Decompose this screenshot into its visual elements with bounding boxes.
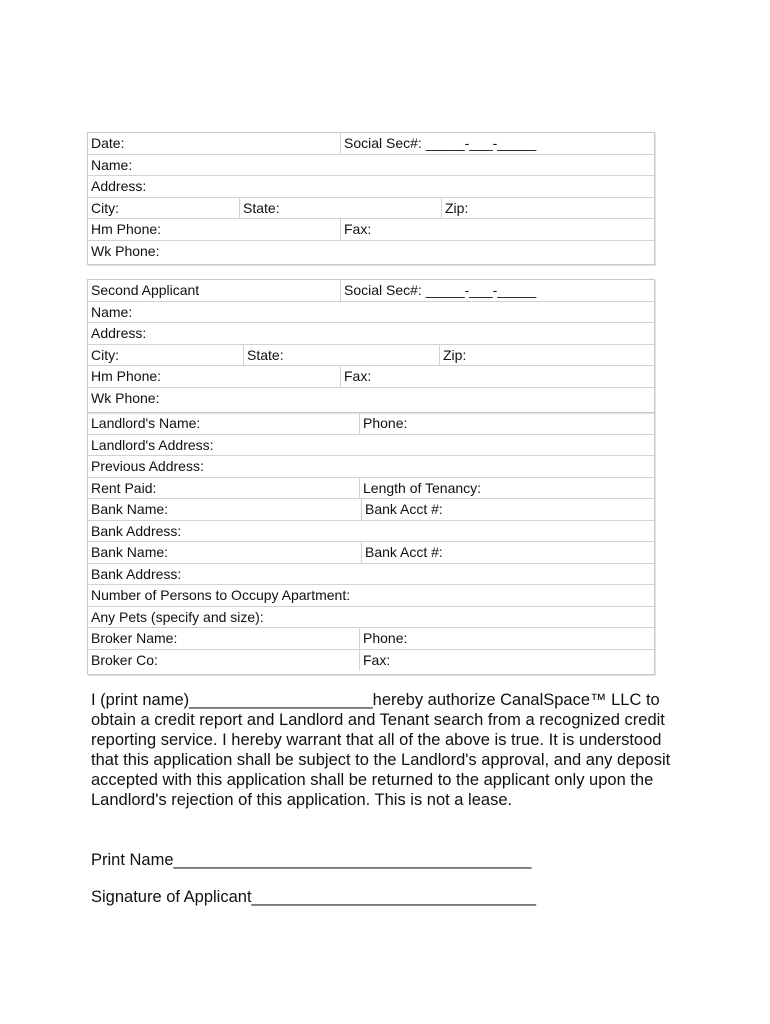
landlord-table [87,412,655,675]
second-applicant-table [87,279,655,413]
second-heading-row [88,280,654,302]
address-field[interactable]: Address: [91,178,147,194]
occupants-field[interactable]: Number of Persons to Occupy Apartment: [91,587,351,603]
broker-phone-field[interactable]: Phone: [359,628,654,649]
name-row [88,155,654,177]
pets-row [88,607,654,629]
bank1-address-field[interactable]: Bank Address: [91,522,182,539]
rent-paid-field[interactable]: Rent Paid: [91,479,157,496]
state-field[interactable]: State: [239,198,441,219]
city-row [88,198,654,220]
wk-phone-row [88,241,654,263]
bank2-address-row [88,564,654,586]
bank2-address-field[interactable]: Bank Address: [91,565,182,582]
ssn-field[interactable]: Social Sec#: _____-___-_____ [340,133,654,154]
second-fax-field[interactable]: Fax: [340,366,654,387]
hm-phone-row [88,219,654,241]
date-row [88,133,654,155]
second-name-row [88,302,654,324]
landlord-phone-field[interactable]: Phone: [359,413,654,434]
city-field[interactable]: City: [91,199,119,216]
second-wk-phone-row [88,388,654,410]
broker-name-field[interactable]: Broker Name: [91,630,178,646]
second-hm-phone-field[interactable]: Hm Phone: [91,368,162,384]
broker-co-field[interactable]: Broker Co: [91,651,158,668]
second-state-field[interactable]: State: [243,345,439,366]
broker-fax-field[interactable]: Fax: [359,650,654,672]
occupants-row [88,585,654,607]
name-field[interactable]: Name: [91,156,133,173]
date-field[interactable]: Date: [91,135,125,151]
second-address-field[interactable]: Address: [91,325,147,341]
second-wk-phone-field[interactable]: Wk Phone: [91,389,160,406]
zip-field[interactable]: Zip: [441,198,654,219]
broker-name-row [88,628,654,650]
second-hm-phone-row [88,366,654,388]
wk-phone-field[interactable]: Wk Phone: [91,242,160,259]
bank2-name-field[interactable]: Bank Name: [91,544,169,560]
landlord-name-row [88,413,654,435]
fax-field[interactable]: Fax: [340,219,654,240]
signature-line[interactable]: Signature of Applicant_______________________________ [91,888,537,906]
previous-address-row [88,456,654,478]
second-applicant-heading: Second Applicant [91,282,200,298]
second-city-row [88,345,654,367]
bank1-name-field[interactable]: Bank Name: [91,501,169,517]
landlord-address-row [88,435,654,457]
broker-co-row [88,650,654,672]
second-zip-field[interactable]: Zip: [439,345,654,366]
rent-row [88,478,654,500]
second-name-field[interactable]: Name: [91,303,133,320]
landlord-address-field[interactable]: Landlord's Address: [91,436,214,453]
address-row [88,176,654,198]
bank1-acct-field[interactable]: Bank Acct #: [361,499,654,520]
second-ssn-field[interactable]: Social Sec#: _____-___-_____ [340,280,654,301]
hm-phone-field[interactable]: Hm Phone: [91,221,162,237]
bank2-acct-field[interactable]: Bank Acct #: [361,542,654,563]
bank1-address-row [88,521,654,543]
bank2-row [88,542,654,564]
tenancy-length-field[interactable]: Length of Tenancy: [359,478,654,499]
second-address-row [88,323,654,345]
pets-field[interactable]: Any Pets (specify and size): [91,608,264,625]
authorization-paragraph: I (print name)____________________hereby authorize CanalSpace™ LLC to obtain a credit report and Landlord and Tenant search from a recognized credit reporting service. I hereby warrant that all of the above is true. It is understood that this application shall be subject to the Landlord's approval, and any deposit accepted with this application shall be returned to the applicant only upon the Landlord's rejection of this application. This is not a lease. [91,691,671,809]
print-name-line[interactable]: Print Name_______________________________________ [91,851,532,869]
second-city-field[interactable]: City: [91,346,119,363]
bank1-row [88,499,654,521]
landlord-name-field[interactable]: Landlord's Name: [91,415,201,431]
applicant-table [87,132,655,265]
previous-address-field[interactable]: Previous Address: [91,458,204,474]
